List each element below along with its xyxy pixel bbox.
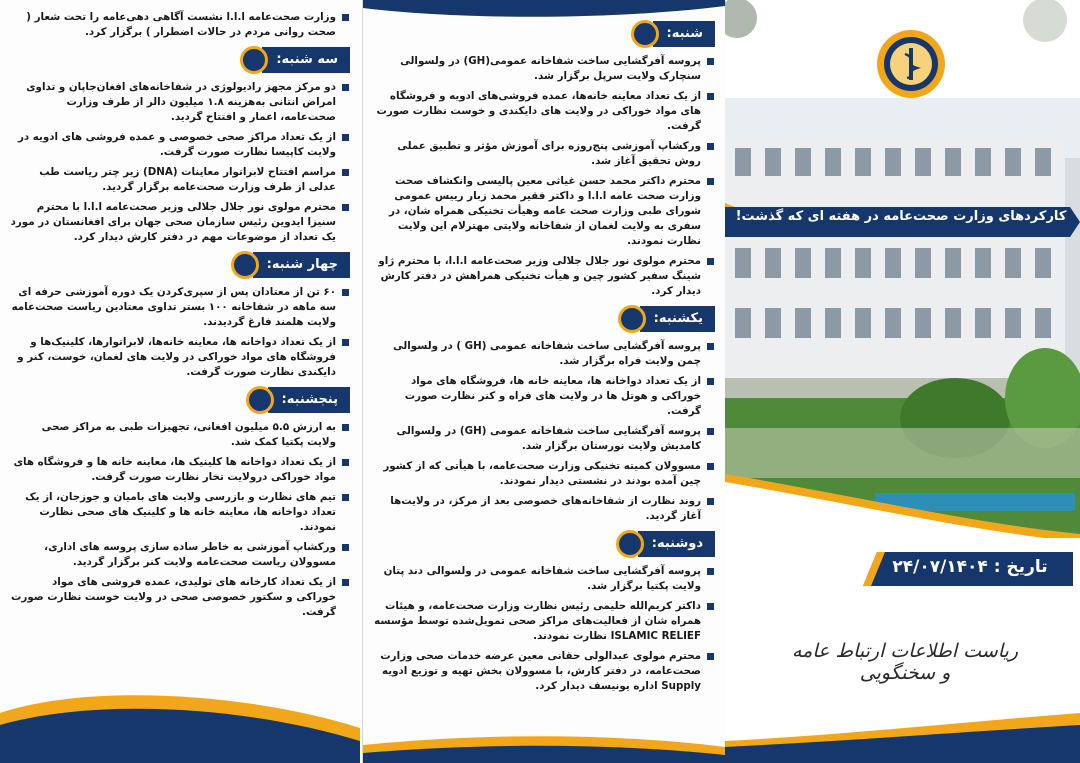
left-column: [10, 0, 350, 625]
bottom-wave-decoration: [363, 703, 725, 763]
news-item: ۶۰ تن از معتادان پس از سپری‌کردن یک دوره آموزشی حرفه ای سه ماهه در شفاخانه ۱۰۰ بستر تداوی معتادین ریاست صحت‌عامه ولایت هلمند فارغ گردیدند.: [10, 285, 350, 330]
news-item: از یک تعداد مراکز صحی خصوصی و عمده فروشی های ادویه در ولایت کاپیسا نظارت صورت گرفت.: [10, 130, 350, 160]
day-header-saturday: [373, 20, 715, 48]
day-label: یکشنبه:: [640, 306, 715, 332]
day-header-thursday: [10, 386, 350, 414]
cover-panel: [725, 0, 1080, 763]
news-item: پروسه آفرگشایی ساخت شفاخانه عمومی(GH) در ولسوالی سنچارک ولایت سرپل برگزار شد.: [373, 54, 715, 84]
news-item: مسوولان کمیته تخنیکی وزارت صحت‌عامه، با هیأتی که از کشور چین آمده بودند در نشستی دیدار نمودند.: [373, 459, 715, 489]
news-item: از یک تعداد معاینه خانه‌ها، عمده فروشی‌های ادویه و فروشگاه های مواد خوراکی در ولایت های دایکندی و خوست نظارت صورت گرفت.: [373, 89, 715, 134]
left-intro-item: وزارت صحت‌عامه ا.ا.ا نشست آگاهی دهی‌عامه را تحت شعار ( صحت روانی مردم در حالات اضطرار ) برگزار کرد.: [10, 10, 350, 40]
left-panel: [0, 0, 360, 763]
issue-date: تاریخ : ۲۴/۰۷/۱۴۰۴: [892, 557, 1048, 577]
day-label: چهار شنبه:: [253, 252, 350, 278]
day-label: سه شنبه:: [262, 47, 350, 73]
day-header-sunday: [373, 305, 715, 333]
day-label: پنجشنبه:: [268, 387, 350, 413]
day-marker-icon: [246, 386, 274, 414]
news-item: تیم های نظارت و بازرسی ولایت های بامیان و جوزجان، از یک تعداد دواخانه ها، معاینه خانه ها و کلینیک های صحی نظارت نمودند.: [10, 490, 350, 535]
news-item: از یک تعداد دواخانه ها، معاینه خانه‌ها، لابراتوارها، کلینیک‌ها و فروشگاه های مواد خوراکی در ولایت های لغمان، خوست، کنر و دایکندی نظارت صورت گرفت.: [10, 335, 350, 380]
news-item: دو مرکز مجهز رادیولوژی در شفاخانه‌های افغان‌جاپان و تداوی امراض انتانی به‌هزینه ۱.۸ میلیون دالر از طرف وزارت صحت‌عامه، اعمار و افتتاح گردید.: [10, 80, 350, 125]
news-item: محترم داکتر محمد حسن غیاثی معین پالیسی وانکشاف صحت وزارت صحت عامه ا.ا.ا و داکتر فقیر محمد زبار رییس عمومی شورای طبی وزارت صحت عامه وهیأت تخنیکی همراه شان، در سفری به ولایت لغمان از شفاخانه ولایتی مهترلام این ولایت نظارت نمودند.: [373, 174, 715, 249]
news-item: پروسه آفرگشایی ساخت شفاخانه عمومی (GH ) در ولسوالی چمن ولایت فراه برگزار شد.: [373, 339, 715, 369]
day-marker-icon: [631, 20, 659, 48]
ministry-logo-icon: [875, 28, 947, 100]
news-item: روند نظارت از شفاخانه‌های خصوصی بعد از مرکز، در ولایت‌ها آغاز گردید.: [373, 494, 715, 524]
calligraphy-signature: ریاست اطلاعات ارتباط عامه و سخنگویی: [791, 640, 1019, 684]
cover-title: کارکردهای وزارت صحت‌عامه در هفته ای که گذشت!: [735, 209, 1067, 224]
news-item: به ارزش ۵.۵ میلیون افغانی، تجهیزات طبی به مراکز صحی ولایت پکتیا کمک شد.: [10, 420, 350, 450]
news-item: ورکشاپ آموزشی به خاطر ساده سازی پروسه های اداری، مسوولان ریاست صحت‌عامه ولایت کنر برگزار گردید.: [10, 540, 350, 570]
day-header-tuesday: [10, 46, 350, 74]
news-item: مراسم افتتاح لابراتوار معاینات (DNA) زیر چتر ریاست طب عدلی از طرف وزارت صحت‌عامه برگزار گردید.: [10, 165, 350, 195]
news-item: پروسه آفرگشایی ساخت شفاخانه عمومی در ولسوالی دند پتان ولایت پکتیا برگزار شد.: [373, 564, 715, 594]
building-photo: [725, 98, 1080, 538]
middle-panel: [362, 0, 726, 763]
news-item: پروسه آفرگشایی ساخت شفاخانه عمومی (GH) در ولسوالی کامدیش ولایت نورستان برگزار شد.: [373, 424, 715, 454]
news-item: محترم مولوی نور جلال جلالی وزیر صحت‌عامه ا.ا.ا با محترم سنیزا ایدوین رئیس سازمان صحی جهان برای افغانستان در مورد یک تعداد از موضوعات مهم در دفتر کارش دیدار کرد.: [10, 200, 350, 245]
news-item: ورکشاپ آموزشی پنج‌روزه برای آموزش مؤثر و تطبیق عملی روش تحقیق آغاز شد.: [373, 139, 715, 169]
news-item: از یک تعداد کارخانه های تولیدی، عمده فروشی های مواد خوراکی و سکتور خصوصی صحی در ولایت خوست نظارت صورت گرفت.: [10, 575, 350, 620]
day-header-wednesday: [10, 251, 350, 279]
day-label: دوشنبه:: [638, 531, 715, 557]
day-label: شنبه:: [653, 21, 715, 47]
day-header-monday: [373, 530, 715, 558]
day-marker-icon: [616, 530, 644, 558]
news-item: داکتر کریم‌الله حلیمی رئیس نظارت وزارت صحت‌عامه، و هیئات همراه شان از فعالیت‌های مراکز صحی تمویل‌شده توسط مؤسسه ISLAMIC RELIEF نظارت نمودند.: [373, 599, 715, 644]
news-item: محترم مولوی نور جلال جلالی وزیر صحت‌عامه ا.ا.ا، با محترم ژاو شینگ سفیر کشور چین و هیأت تخنیکی همراهش در دفتر کارش دیدار کرد.: [373, 254, 715, 299]
day-marker-icon: [231, 251, 259, 279]
bottom-wave-decoration: [0, 683, 360, 763]
news-item: از یک تعداد دواخانه ها، معاینه خانه ها، فروشگاه های مواد خوراکی و هوتل ها در ولایت های فراه و کنر نظارت صورت گرفت.: [373, 374, 715, 419]
news-item: از یک تعداد دواخانه ها کلینیک ها، معاینه خانه ها و فروشگاه های مواد خوراکی درولایت تخار نظارت صورت گرفت.: [10, 455, 350, 485]
middle-column: [373, 0, 715, 699]
news-item: محترم مولوی عبدالولی حقانی معین عرضه خدمات صحی وزارت صحت‌عامه، در دفتر کارش، با مسوولان بخش تهیه و توزیع ادویه Supply اداره یونیسف دیدار کرد.: [373, 649, 715, 694]
day-marker-icon: [618, 305, 646, 333]
